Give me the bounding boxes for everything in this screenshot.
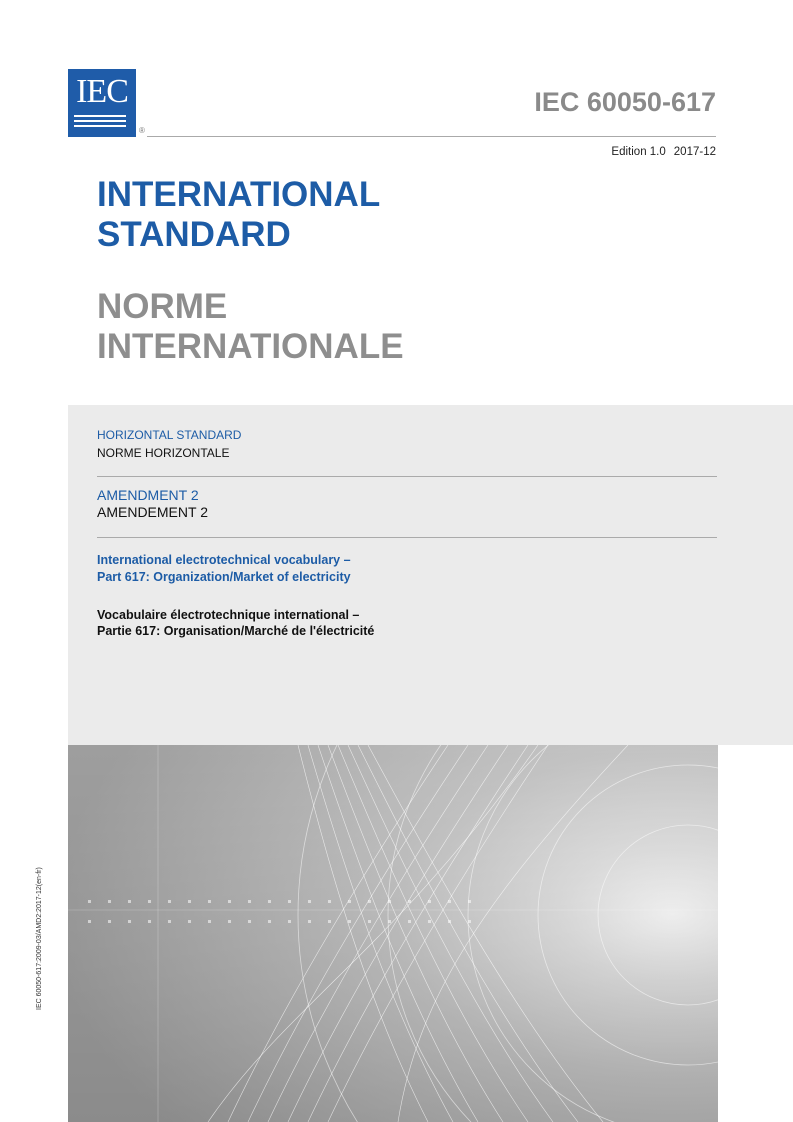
logo-lines — [74, 112, 126, 127]
document-number: IEC 60050-617 — [534, 87, 716, 117]
doc-title-fr-line1: Vocabulaire électrotechnique international – — [97, 608, 360, 622]
cover-image — [68, 745, 718, 1122]
amendment-en: AMENDMENT 2 — [97, 487, 199, 503]
title-en-line2: STANDARD — [97, 215, 291, 254]
standard-type-en: HORIZONTAL STANDARD — [97, 428, 242, 442]
title-fr-line2: INTERNATIONALE — [97, 327, 404, 366]
edition-info — [611, 146, 716, 158]
title-en-line1: INTERNATIONAL — [97, 175, 381, 214]
title-fr-line1: NORME — [97, 287, 228, 326]
title-english — [97, 175, 380, 255]
edition-label: Edition 1.0 — [611, 146, 666, 158]
doc-title-en-line1: International electrotechnical vocabulary – — [97, 553, 351, 567]
cover-graphic — [68, 745, 718, 1122]
header-divider — [147, 136, 716, 137]
doc-title-fr-line2: Partie 617: Organisation/Marché de l'électricité — [97, 624, 375, 638]
side-reference-code: IEC 60050-617:2009-03/AMD2:2017-12(en-fr) — [36, 867, 43, 1010]
iec-logo — [68, 69, 136, 137]
logo-text: IEC — [76, 73, 128, 110]
registered-mark: ® — [139, 126, 145, 135]
panel-divider-1 — [97, 476, 717, 477]
doc-title-en-line2: Part 617: Organization/Market of electricity — [97, 570, 351, 584]
edition-date: 2017-12 — [673, 146, 716, 158]
standard-type-fr: NORME HORIZONTALE — [97, 446, 230, 460]
title-french — [97, 287, 404, 367]
panel-divider-2 — [97, 537, 717, 538]
amendment-fr: AMENDEMENT 2 — [97, 504, 208, 520]
